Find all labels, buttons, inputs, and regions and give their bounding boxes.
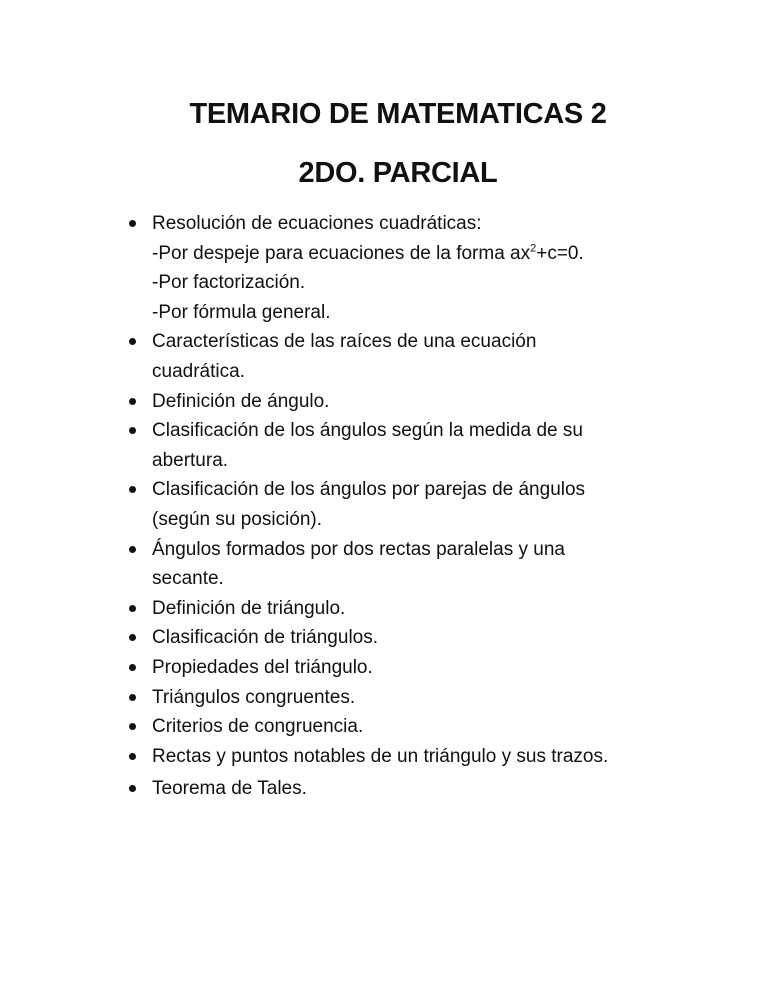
topic-text: Definición de triángulo.	[152, 597, 346, 619]
topic-item	[128, 535, 728, 594]
formula-superscript: 2	[530, 242, 537, 255]
topic-item	[128, 416, 728, 475]
bullet-icon	[129, 664, 136, 671]
topic-text: Clasificación de los ángulos por parejas de ángulos	[152, 479, 586, 501]
topic-item	[128, 774, 728, 804]
topic-text: Clasificación de los ángulos según la medida de su	[152, 420, 583, 442]
topic-item	[128, 683, 728, 713]
topic-text: Propiedades del triángulo.	[152, 656, 373, 678]
topic-item	[128, 623, 728, 653]
topic-item	[128, 327, 728, 386]
topic-text: Ángulos formados por dos rectas paralelas y una	[152, 538, 565, 560]
topic-list	[128, 209, 728, 804]
bullet-icon	[129, 605, 136, 612]
topic-item	[128, 712, 728, 742]
topic-item	[128, 475, 728, 534]
topic-continuation: abertura.	[152, 449, 229, 471]
formula-suffix: +c=0.	[536, 242, 584, 264]
topic-continuation: cuadrática.	[152, 360, 245, 382]
bullet-icon	[129, 753, 136, 760]
topic-item	[128, 209, 728, 327]
topic-text: Clasificación de triángulos.	[152, 627, 379, 649]
document-title: TEMARIO DE MATEMATICAS 2	[189, 98, 607, 130]
topic-text: Definición de ángulo.	[152, 390, 330, 412]
topic-item	[128, 594, 728, 624]
bullet-icon	[129, 486, 136, 493]
topic-text: Características de las raíces de una ecuación	[152, 331, 537, 353]
subtopic-line: -Por factorización.	[152, 272, 306, 294]
topic-item	[128, 742, 728, 772]
topic-text: Teorema de Tales.	[152, 778, 307, 800]
bullet-icon	[129, 398, 136, 405]
subtopic-line	[152, 239, 728, 269]
topic-text: Criterios de congruencia.	[152, 716, 364, 738]
subtopic-line: -Por fórmula general.	[152, 301, 331, 323]
bullet-icon	[129, 427, 136, 434]
topic-text: Triángulos congruentes.	[152, 686, 356, 708]
bullet-icon	[129, 634, 136, 641]
bullet-icon	[129, 546, 136, 553]
bullet-icon	[129, 220, 136, 227]
subtopic-text: -Por despeje para ecuaciones de la forma ax	[152, 242, 531, 264]
bullet-icon	[129, 785, 136, 792]
topic-text: Resolución de ecuaciones cuadráticas:	[152, 213, 482, 234]
bullet-icon	[129, 338, 136, 345]
topic-continuation: secante.	[152, 568, 224, 590]
topic-continuation: (según su posición).	[152, 508, 323, 530]
topic-item	[128, 387, 728, 417]
topic-text: Rectas y puntos notables de un triángulo y sus trazos.	[152, 745, 609, 767]
bullet-icon	[129, 694, 136, 701]
topic-item	[128, 653, 728, 683]
document-subtitle: 2DO. PARCIAL	[298, 157, 498, 189]
bullet-icon	[129, 723, 136, 730]
